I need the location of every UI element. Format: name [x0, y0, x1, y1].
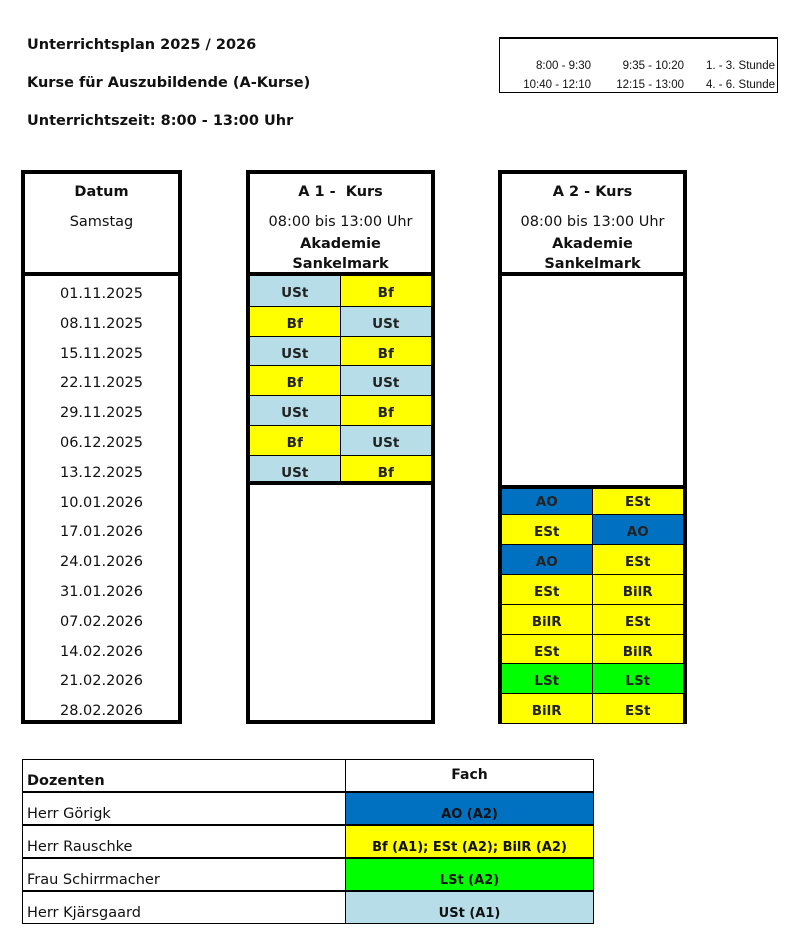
slot-second: 9:35 - 10:20 [622, 60, 684, 72]
lecturer-row [23, 825, 594, 858]
subject-cell-est: ESt [593, 489, 684, 515]
weekday-label: Samstag [69, 214, 134, 230]
subject-cell-ust: USt [250, 396, 341, 425]
date-cell: 31.01.2026 [59, 584, 144, 600]
session-row [502, 574, 683, 604]
subject-cell-lst: LSt [502, 664, 593, 693]
slot-first: 10:40 - 12:10 [523, 79, 591, 91]
subject-cell-ao: AO [502, 489, 593, 515]
subject-cell-bf: Bf [341, 337, 432, 366]
session-row [502, 485, 683, 515]
subject-cell-ust: USt [250, 276, 341, 306]
date-cell: 15.11.2025 [59, 345, 144, 362]
time-slot-row [500, 79, 777, 97]
subject-cell-ao: AO [593, 515, 684, 544]
date-header-label: Datum [74, 184, 129, 200]
date-cell: 21.02.2026 [59, 673, 144, 690]
subject-cell-ust: USt [341, 366, 432, 395]
lecturer-subject: LSt (A2) [346, 858, 594, 891]
date-cell: 17.01.2026 [59, 524, 144, 541]
lecturer-header: Dozenten [23, 760, 346, 793]
slot-label: 1. - 3. Stunde [705, 60, 775, 72]
course-location-line1: Akademie [552, 236, 633, 252]
lecturer-row [23, 891, 594, 924]
session-row [250, 395, 431, 425]
session-row [502, 604, 683, 634]
session-row [502, 634, 683, 664]
lecturer-subject: Bf (A1); ESt (A2); BilR (A2) [346, 825, 594, 858]
slot-second: 12:15 - 13:00 [616, 79, 684, 91]
session-row [250, 455, 431, 485]
session-row [250, 425, 431, 455]
date-cell: 13.12.2025 [59, 464, 144, 481]
subject-cell-est: ESt [593, 694, 684, 723]
teaching-time: Unterrichtszeit: 8:00 - 13:00 Uhr [27, 113, 294, 129]
date-cell: 10.01.2026 [59, 494, 144, 511]
courses-subtitle: Kurse für Auszubildende (A-Kurse) [27, 75, 311, 91]
course-a2-column [498, 170, 687, 724]
subject-cell-ust: USt [341, 307, 432, 336]
course-location-line1: Akademie [300, 236, 381, 252]
subject-cell-bilr: BilR [502, 605, 593, 634]
course-a1-column [246, 170, 435, 724]
course-a1-header [250, 174, 431, 276]
course-time: 08:00 bis 13:00 Uhr [268, 214, 413, 230]
course-location-line2: Sankelmark [292, 256, 389, 272]
lecturer-row [23, 792, 594, 825]
date-cell: 06.12.2025 [59, 435, 144, 451]
date-cell: 08.11.2025 [59, 315, 144, 332]
session-row [502, 663, 683, 693]
date-cell: 24.01.2026 [59, 554, 144, 571]
subject-cell-bf: Bf [341, 396, 432, 425]
lecturer-table-header [23, 760, 594, 793]
subject-cell-bilr: BilR [593, 635, 684, 664]
date-column-header [25, 174, 178, 276]
subject-header: Fach [346, 760, 594, 793]
time-slot-row [500, 60, 777, 78]
subject-cell-bilr: BilR [502, 694, 593, 723]
course-a2-sessions [502, 276, 683, 720]
course-a2-header [502, 174, 683, 276]
plan-title: Unterrichtsplan 2025 / 2026 [27, 37, 257, 53]
subject-cell-bf: Bf [250, 426, 341, 455]
course-time: 08:00 bis 13:00 Uhr [520, 214, 665, 230]
subject-cell-lst: LSt [593, 664, 684, 693]
lecturer-name: Herr Görigk [23, 792, 346, 825]
session-row [250, 365, 431, 395]
time-slot-table [499, 37, 778, 93]
subject-cell-est: ESt [593, 605, 684, 634]
subject-cell-bf: Bf [250, 366, 341, 395]
subject-cell-bf: Bf [250, 307, 341, 336]
session-row [502, 544, 683, 574]
date-cell: 22.11.2025 [59, 375, 144, 392]
date-column [21, 170, 182, 724]
subject-cell-est: ESt [502, 635, 593, 664]
subject-cell-ao: AO [502, 545, 593, 574]
date-cell: 28.02.2026 [59, 703, 144, 720]
lecturer-subject: USt (A1) [346, 891, 594, 924]
date-list [25, 276, 178, 720]
course-title: A 2 - Kurs [552, 184, 633, 200]
course-a1-sessions [250, 276, 431, 720]
slot-first: 8:00 - 9:30 [536, 60, 591, 72]
subject-cell-est: ESt [502, 575, 593, 604]
session-row [250, 336, 431, 366]
slot-label: 4. - 6. Stunde [705, 79, 775, 91]
subject-cell-est: ESt [502, 515, 593, 544]
lecturer-subject: AO (A2) [346, 792, 594, 825]
lecturer-name: Herr Rauschke [23, 825, 346, 858]
subject-cell-bilr: BilR [593, 575, 684, 604]
date-cell: 14.02.2026 [59, 643, 144, 660]
subject-cell-ust: USt [341, 426, 432, 455]
lecturer-table [22, 759, 594, 924]
session-row [502, 514, 683, 544]
date-cell: 01.11.2025 [59, 286, 144, 302]
subject-cell-ust: USt [250, 337, 341, 366]
date-cell: 29.11.2025 [59, 405, 144, 422]
course-title: A 1 - Kurs [298, 184, 383, 200]
course-location-line2: Sankelmark [544, 256, 641, 272]
lecturer-name: Frau Schirrmacher [23, 858, 346, 891]
subject-cell-bf: Bf [341, 456, 432, 481]
lecturer-row [23, 858, 594, 891]
date-cell: 07.02.2026 [59, 613, 144, 630]
session-row [502, 693, 683, 723]
lecturer-name: Herr Kjärsgaard [23, 891, 346, 924]
session-row [250, 306, 431, 336]
session-row [250, 276, 431, 306]
subject-cell-est: ESt [593, 545, 684, 574]
subject-cell-bf: Bf [341, 276, 432, 306]
subject-cell-ust: USt [250, 456, 341, 481]
